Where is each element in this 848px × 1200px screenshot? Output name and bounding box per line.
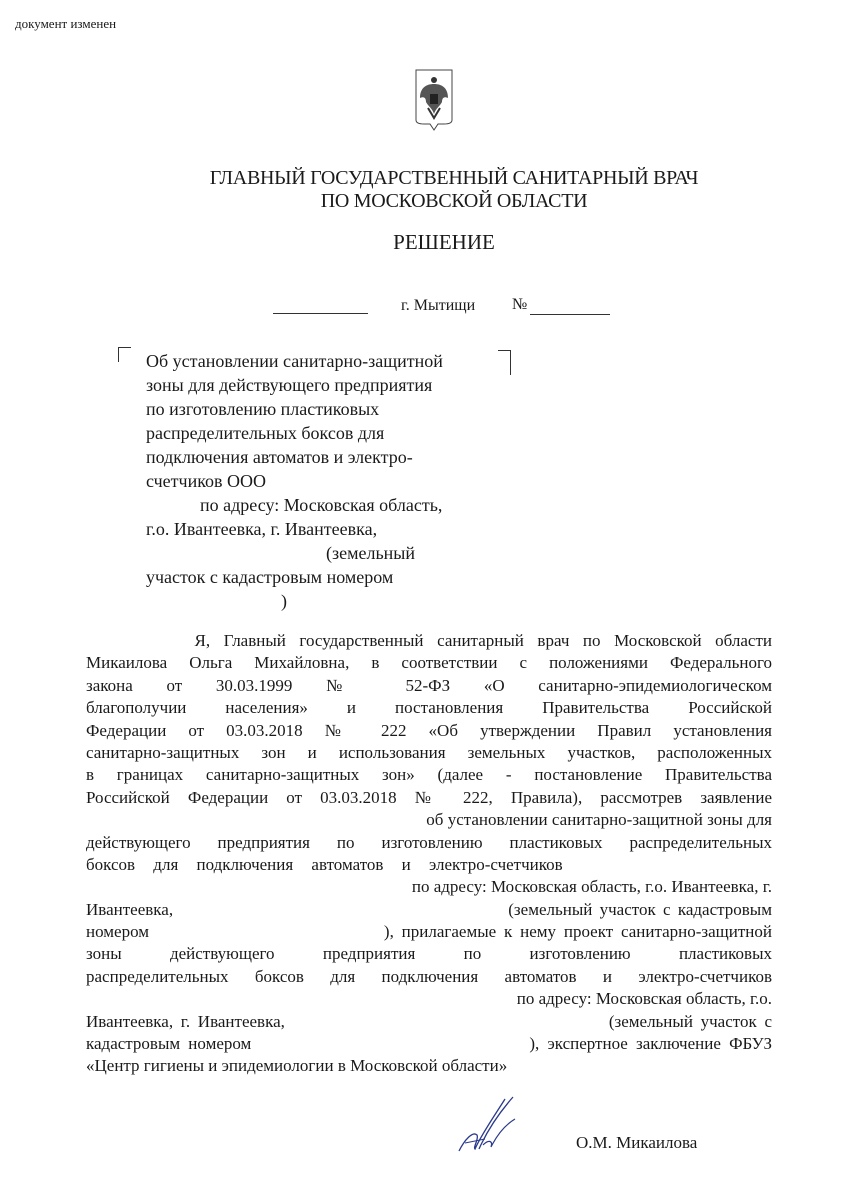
subject-line: г.о. Ивантеевка, г. Ивантеевка, <box>146 519 378 539</box>
body-line: Ивантеевка, г. Ивантеевка, (земельный участок с <box>86 1011 772 1031</box>
number-blank-line <box>530 314 610 315</box>
document-changed-note: документ изменен <box>15 16 117 31</box>
subject-line: Об установлении санитарно-защитной <box>146 351 443 371</box>
body-line: в границах санитарно-защитных зон» (далее - постановление Правительства <box>86 765 772 785</box>
signatory-name: О.М. Микаилова <box>576 1133 698 1152</box>
body-line: «Центр гигиены и эпидемиологии в Московской области» <box>86 1056 508 1076</box>
body-line: Микаилова Ольга Михайловна, в соответствии с положениями Федерального <box>86 653 772 673</box>
body-line: действующего предприятия по изготовлению пластиковых распределительных <box>86 832 772 852</box>
russian-coat-of-arms-icon <box>414 68 454 132</box>
subject-bracket-left <box>118 347 131 362</box>
body-line: Федерации от 03.03.2018 № 222 «Об утверждении Правил установления <box>86 720 772 740</box>
authority-title-line2: ПО МОСКОВСКОЙ ОБЛАСТИ <box>320 190 588 212</box>
body-line: по адресу: Московская область, г.о. Ивантеевка, г. <box>241 877 772 897</box>
body-line: санитарно-защитных зон и использования земельных участков, расположенных <box>86 742 772 762</box>
body-line: зоны действующего предприятия по изготовлению пластиковых <box>86 944 772 964</box>
subject-line: счетчиков ООО <box>146 471 267 491</box>
body-line: кадастровым номером ), экспертное заключение ФБУЗ <box>86 1034 772 1054</box>
subject-line: по адресу: Московская область, <box>146 495 443 515</box>
subject-line: зоны для действующего предприятия <box>146 375 433 395</box>
body-line: Ивантеевка, (земельный участок с кадастровым <box>86 899 772 919</box>
subject-line: ) <box>146 591 287 611</box>
subject-line: распределительных боксов для <box>146 423 385 443</box>
document-type-heading: РЕШЕНИЕ <box>393 230 495 254</box>
body-line: об установлении санитарно-защитной зоны для <box>213 810 772 830</box>
body-line: распределительных боксов для подключения автоматов и электро-счетчиков <box>86 966 772 986</box>
body-line: благополучии населения» и постановления Правительства Российской <box>86 698 772 718</box>
subject-line: по изготовлению пластиковых <box>146 399 380 419</box>
body-line: Я, Главный государственный санитарный врач по Московской области <box>86 631 772 650</box>
body-line: боксов для подключения автоматов и электро-счетчиков <box>86 854 563 874</box>
subject-line: участок с кадастровым номером <box>146 567 394 587</box>
subject-line: (земельный <box>146 543 416 563</box>
body-line: Российской Федерации от 03.03.2018 № 222, Правила), рассмотрев заявление <box>86 787 772 807</box>
decision-body <box>86 630 772 1078</box>
body-line: номером ), прилагаемые к нему проект санитарно-защитной <box>86 922 772 942</box>
body-line: по адресу: Московская область, г.о. <box>274 989 772 1009</box>
subject-block <box>146 349 486 613</box>
authority-title-line1: ГЛАВНЫЙ ГОСУДАРСТВЕННЫЙ САНИТАРНЫЙ ВРАЧ <box>209 167 699 189</box>
date-blank-line <box>273 313 368 314</box>
body-line: закона от 30.03.1999 № 52-ФЗ «О санитарно-эпидемиологическом <box>86 675 772 695</box>
handwritten-signature-icon <box>455 1095 525 1155</box>
city-label: г. Мытищи <box>401 297 476 314</box>
subject-line: подключения автоматов и электро- <box>146 447 413 467</box>
subject-bracket-right <box>498 350 511 375</box>
number-label: № <box>512 296 528 313</box>
